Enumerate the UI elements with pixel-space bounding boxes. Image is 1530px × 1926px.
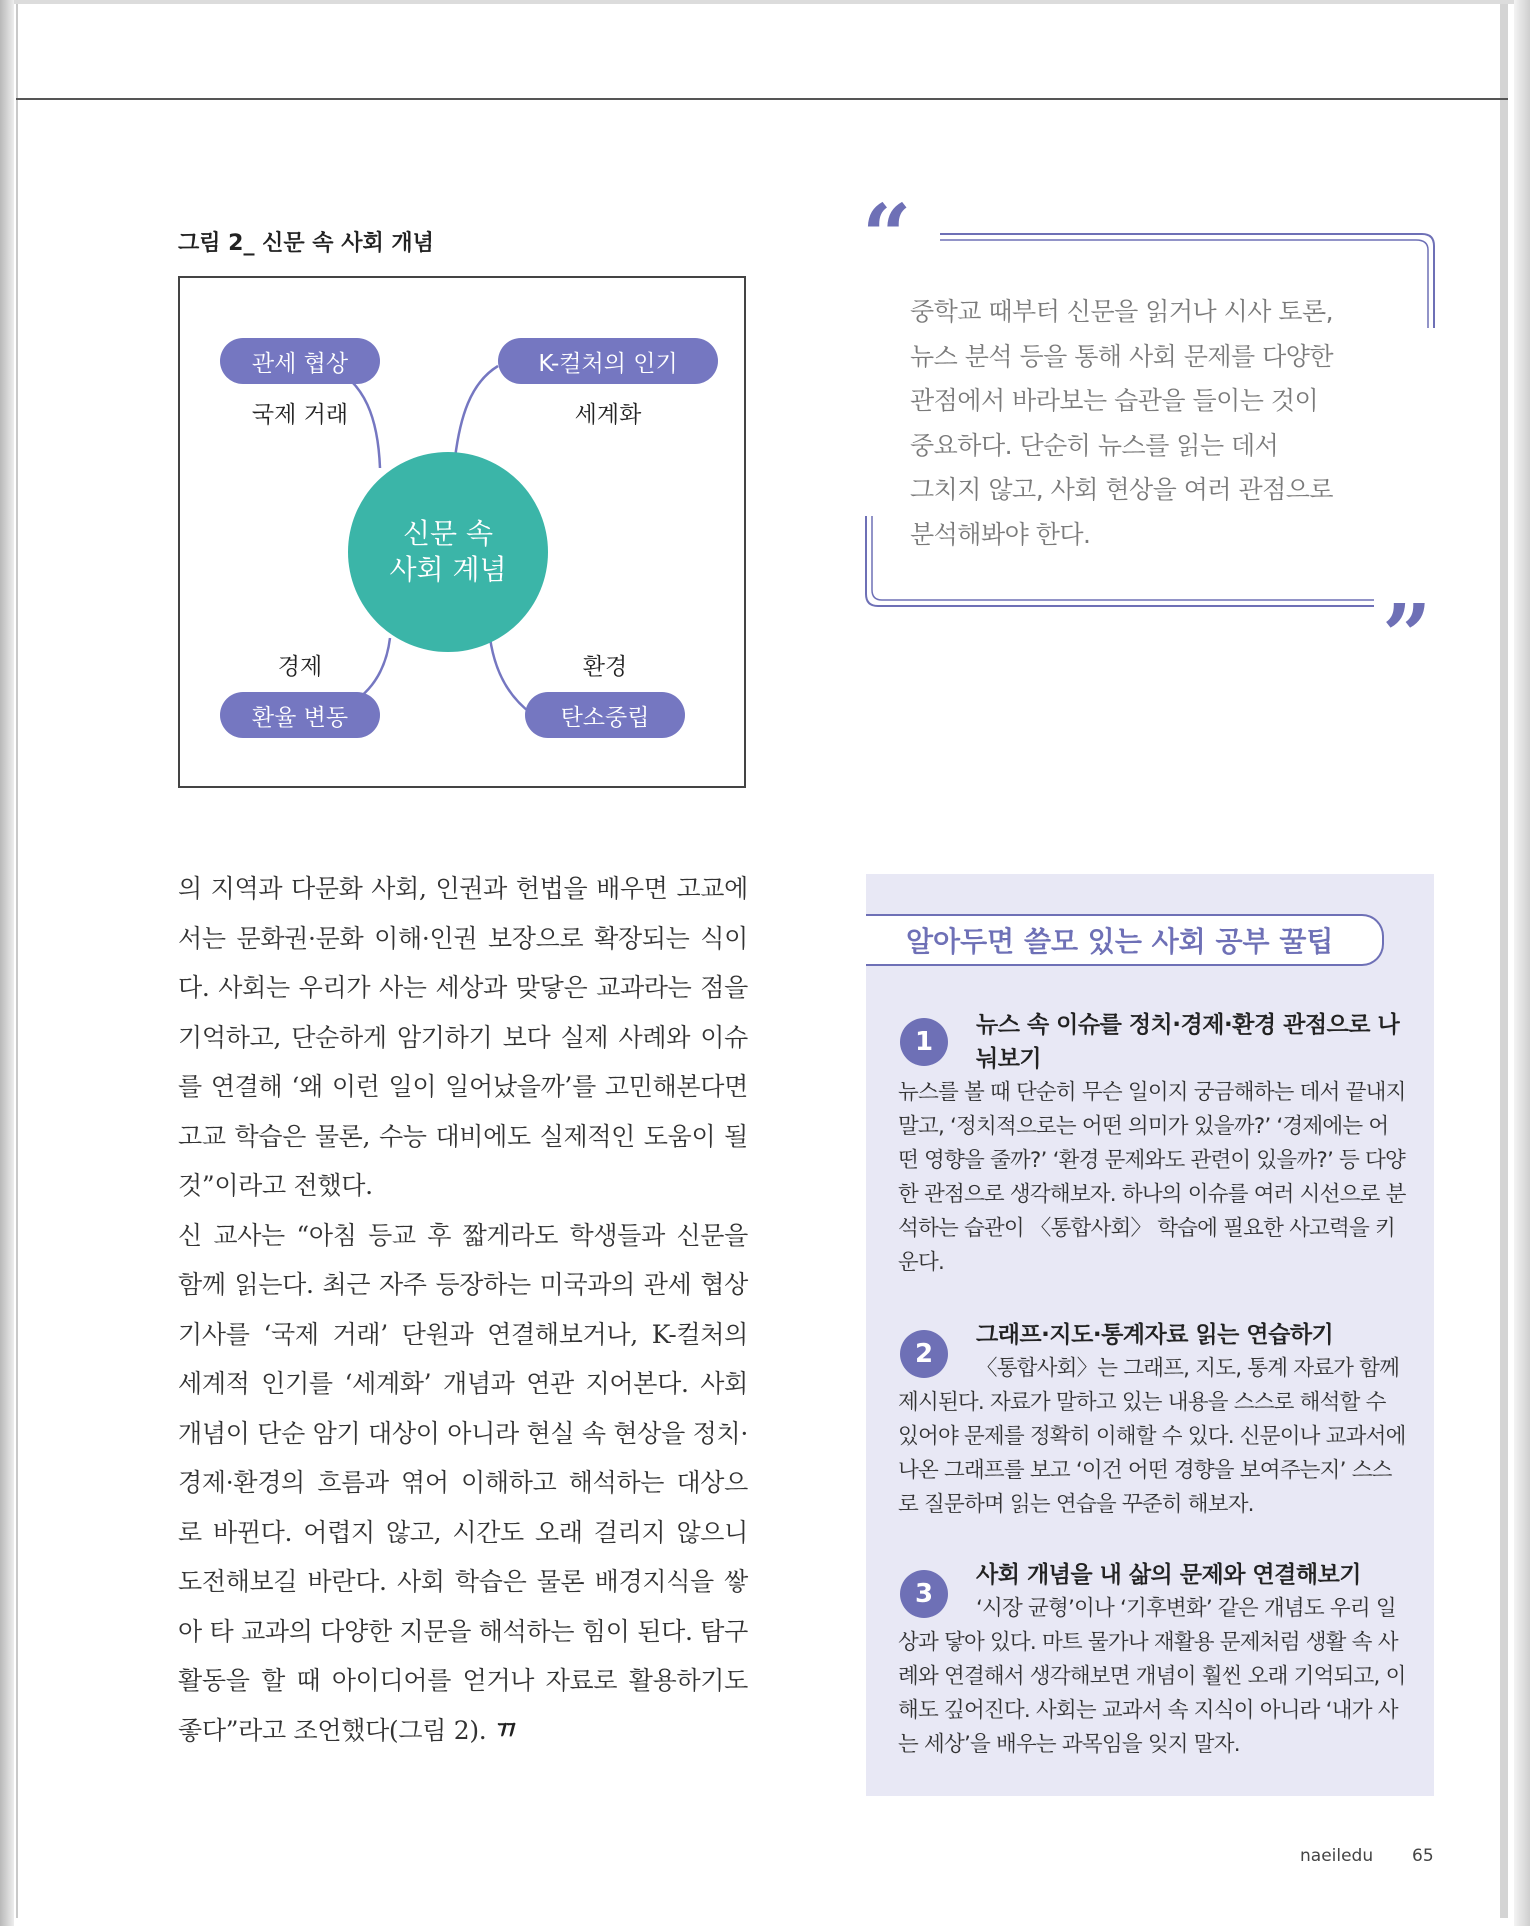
center-concept-circle bbox=[348, 452, 548, 652]
article-end-mark-icon: ㄲ bbox=[490, 1715, 516, 1746]
quote-line: 관점에서 바라보는 습관을 들이는 것이 bbox=[910, 386, 1319, 415]
quote-line: 그치지 않고, 사회 현상을 여러 관점으로 bbox=[910, 475, 1334, 504]
header-rule bbox=[16, 98, 1508, 100]
node-pill-tariff: 관세 협상 bbox=[220, 338, 380, 384]
body-paragraph-2-text: 신 교사는 “아침 등교 후 짧게라도 학생들과 신문을 함께 읽는다. 최근 자주 등장하는 미국과의 관세 협상 기사를 ‘국제 거래’ 단원과 연결해보거나, K-컬처의 세계적 인기를 ‘세계화’ 개념과 연관 지어본다. 사회 개념이 단순 암기 대상이 아니라 현실 속 현상을 정치·경제·환경의 흐름과 엮어 이해하고 해석하는 대상으로 바뀐다. 어렵지 않고, 시간도 오래 걸리지 않으니 도전해보길 바란다. 사회 학습은 물론 배경지식을 쌓아 타 교과의 다양한 지문을 해석하는 힘이 된다. 탐구 활동을 할 때 아이디어를 얻거나 자료로 활용하기도 좋다”라고 조언했다(그림 2). bbox=[178, 1220, 748, 1745]
node-label-environment: 환경 bbox=[582, 654, 628, 680]
tips-box bbox=[866, 874, 1434, 1796]
figure-caption: 그림 2_ 신문 속 사회 개념 bbox=[178, 231, 434, 256]
quote-line: 뉴스 분석 등을 통해 사회 문제를 다양한 bbox=[910, 341, 1334, 371]
tip-body-3: ‘시장 균형’이나 ‘기후변화’ 같은 개념도 우리 일상과 닿아 있다. 마트 물가나 재활용 문제처럼 생활 속 사례와 연결해서 생각해보면 개념이 훨씬 오래 기억되고, 이해도 깊어진다. 사회는 교과서 속 지식이 아니라 ‘내가 사는 세상’을 배우는 과목임을 잊지 말자. bbox=[898, 1596, 1406, 1757]
page-right-edge bbox=[1514, 0, 1530, 1926]
quote-line: 중학교 때부터 신문을 읽거나 시사 토론, bbox=[910, 297, 1334, 326]
tip-heading-1: 뉴스 속 이슈를 정치·경제·환경 관점으로 나눠보기 bbox=[976, 1012, 1400, 1072]
quote-text bbox=[910, 290, 1410, 557]
node-pill-carbon: 탄소중립 bbox=[525, 692, 685, 738]
quote-line: 중요하다. 단순히 뉴스를 읽는 데서 bbox=[910, 430, 1279, 460]
tips-title: 알아두면 쓸모 있는 사회 공부 꿀팁 bbox=[866, 914, 1384, 966]
page-left-edge bbox=[0, 0, 14, 1926]
tip-body-1: 뉴스를 볼 때 단순히 무슨 일이지 궁금해하는 데서 끝내지 말고, ‘정치적으로는 어떤 의미가 있을까?’ ‘경제에는 어떤 영향을 줄까?’ ‘환경 문제와도 관련이 있을까?’ 등 다양한 관점으로 생각해보자. 하나의 이슈를 여러 시선으로 분석하는 습관이 〈통합사회〉 학습에 필요한 사고력을 키운다. bbox=[898, 1080, 1406, 1275]
tip-number-1: 1 bbox=[900, 1018, 948, 1066]
tip-body-2: 〈통합사회〉는 그래프, 지도, 통계 자료가 함께 제시된다. 자료가 말하고 있는 내용을 스스로 해석할 수 있어야 문제를 정확히 이해할 수 있다. 신문이나 교과서에 나온 그래프를 보고 ‘이건 어떤 경향을 보여주는지’ 스스로 질문하며 읽는 연습을 꾸준히 해보자. bbox=[898, 1356, 1406, 1517]
concept-map-figure bbox=[178, 276, 746, 788]
body-paragraph-2 bbox=[178, 1211, 748, 1757]
tip-heading-2: 그래프·지도·통계자료 읽는 연습하기 bbox=[976, 1322, 1334, 1348]
quote-line: 분석해봐야 한다. bbox=[910, 519, 1091, 549]
tip-number-2: 2 bbox=[900, 1330, 948, 1378]
node-pill-exchange: 환율 변동 bbox=[220, 692, 380, 738]
page-number: 65 bbox=[1412, 1846, 1434, 1866]
center-line-2: 사회 계념 bbox=[389, 553, 507, 586]
article-body bbox=[178, 864, 748, 1756]
node-label-globalization: 세계화 bbox=[574, 402, 642, 428]
tip-number-3: 3 bbox=[900, 1570, 948, 1618]
body-paragraph-1: 의 지역과 다문화 사회, 인권과 헌법을 배우면 고교에서는 문화권·문화 이해·인권 보장으로 확장되는 식이다. 사회는 우리가 사는 세상과 맞닿은 교과라는 점을 기억하고, 단순하게 암기하기 보다 실제 사례와 이슈를 연결해 ‘왜 이런 일이 일어났을까’를 고민해본다면 고교 학습은 물론, 수능 대비에도 실제적인 도움이 될 것”이라고 전했다. bbox=[178, 874, 748, 1200]
svg-text:”: ” bbox=[1382, 586, 1432, 687]
node-label-economy: 경제 bbox=[277, 654, 323, 680]
footer-brand: naeiledu bbox=[1300, 1846, 1374, 1866]
svg-text:“: “ bbox=[862, 186, 912, 287]
node-label-trade: 국제 거래 bbox=[251, 402, 349, 428]
pull-quote bbox=[862, 186, 1452, 687]
node-pill-kculture: K-컬처의 인기 bbox=[498, 338, 718, 384]
center-line-1: 신문 속 bbox=[402, 517, 494, 550]
tip-heading-3: 사회 개념을 내 삶의 문제와 연결해보기 bbox=[976, 1562, 1362, 1588]
